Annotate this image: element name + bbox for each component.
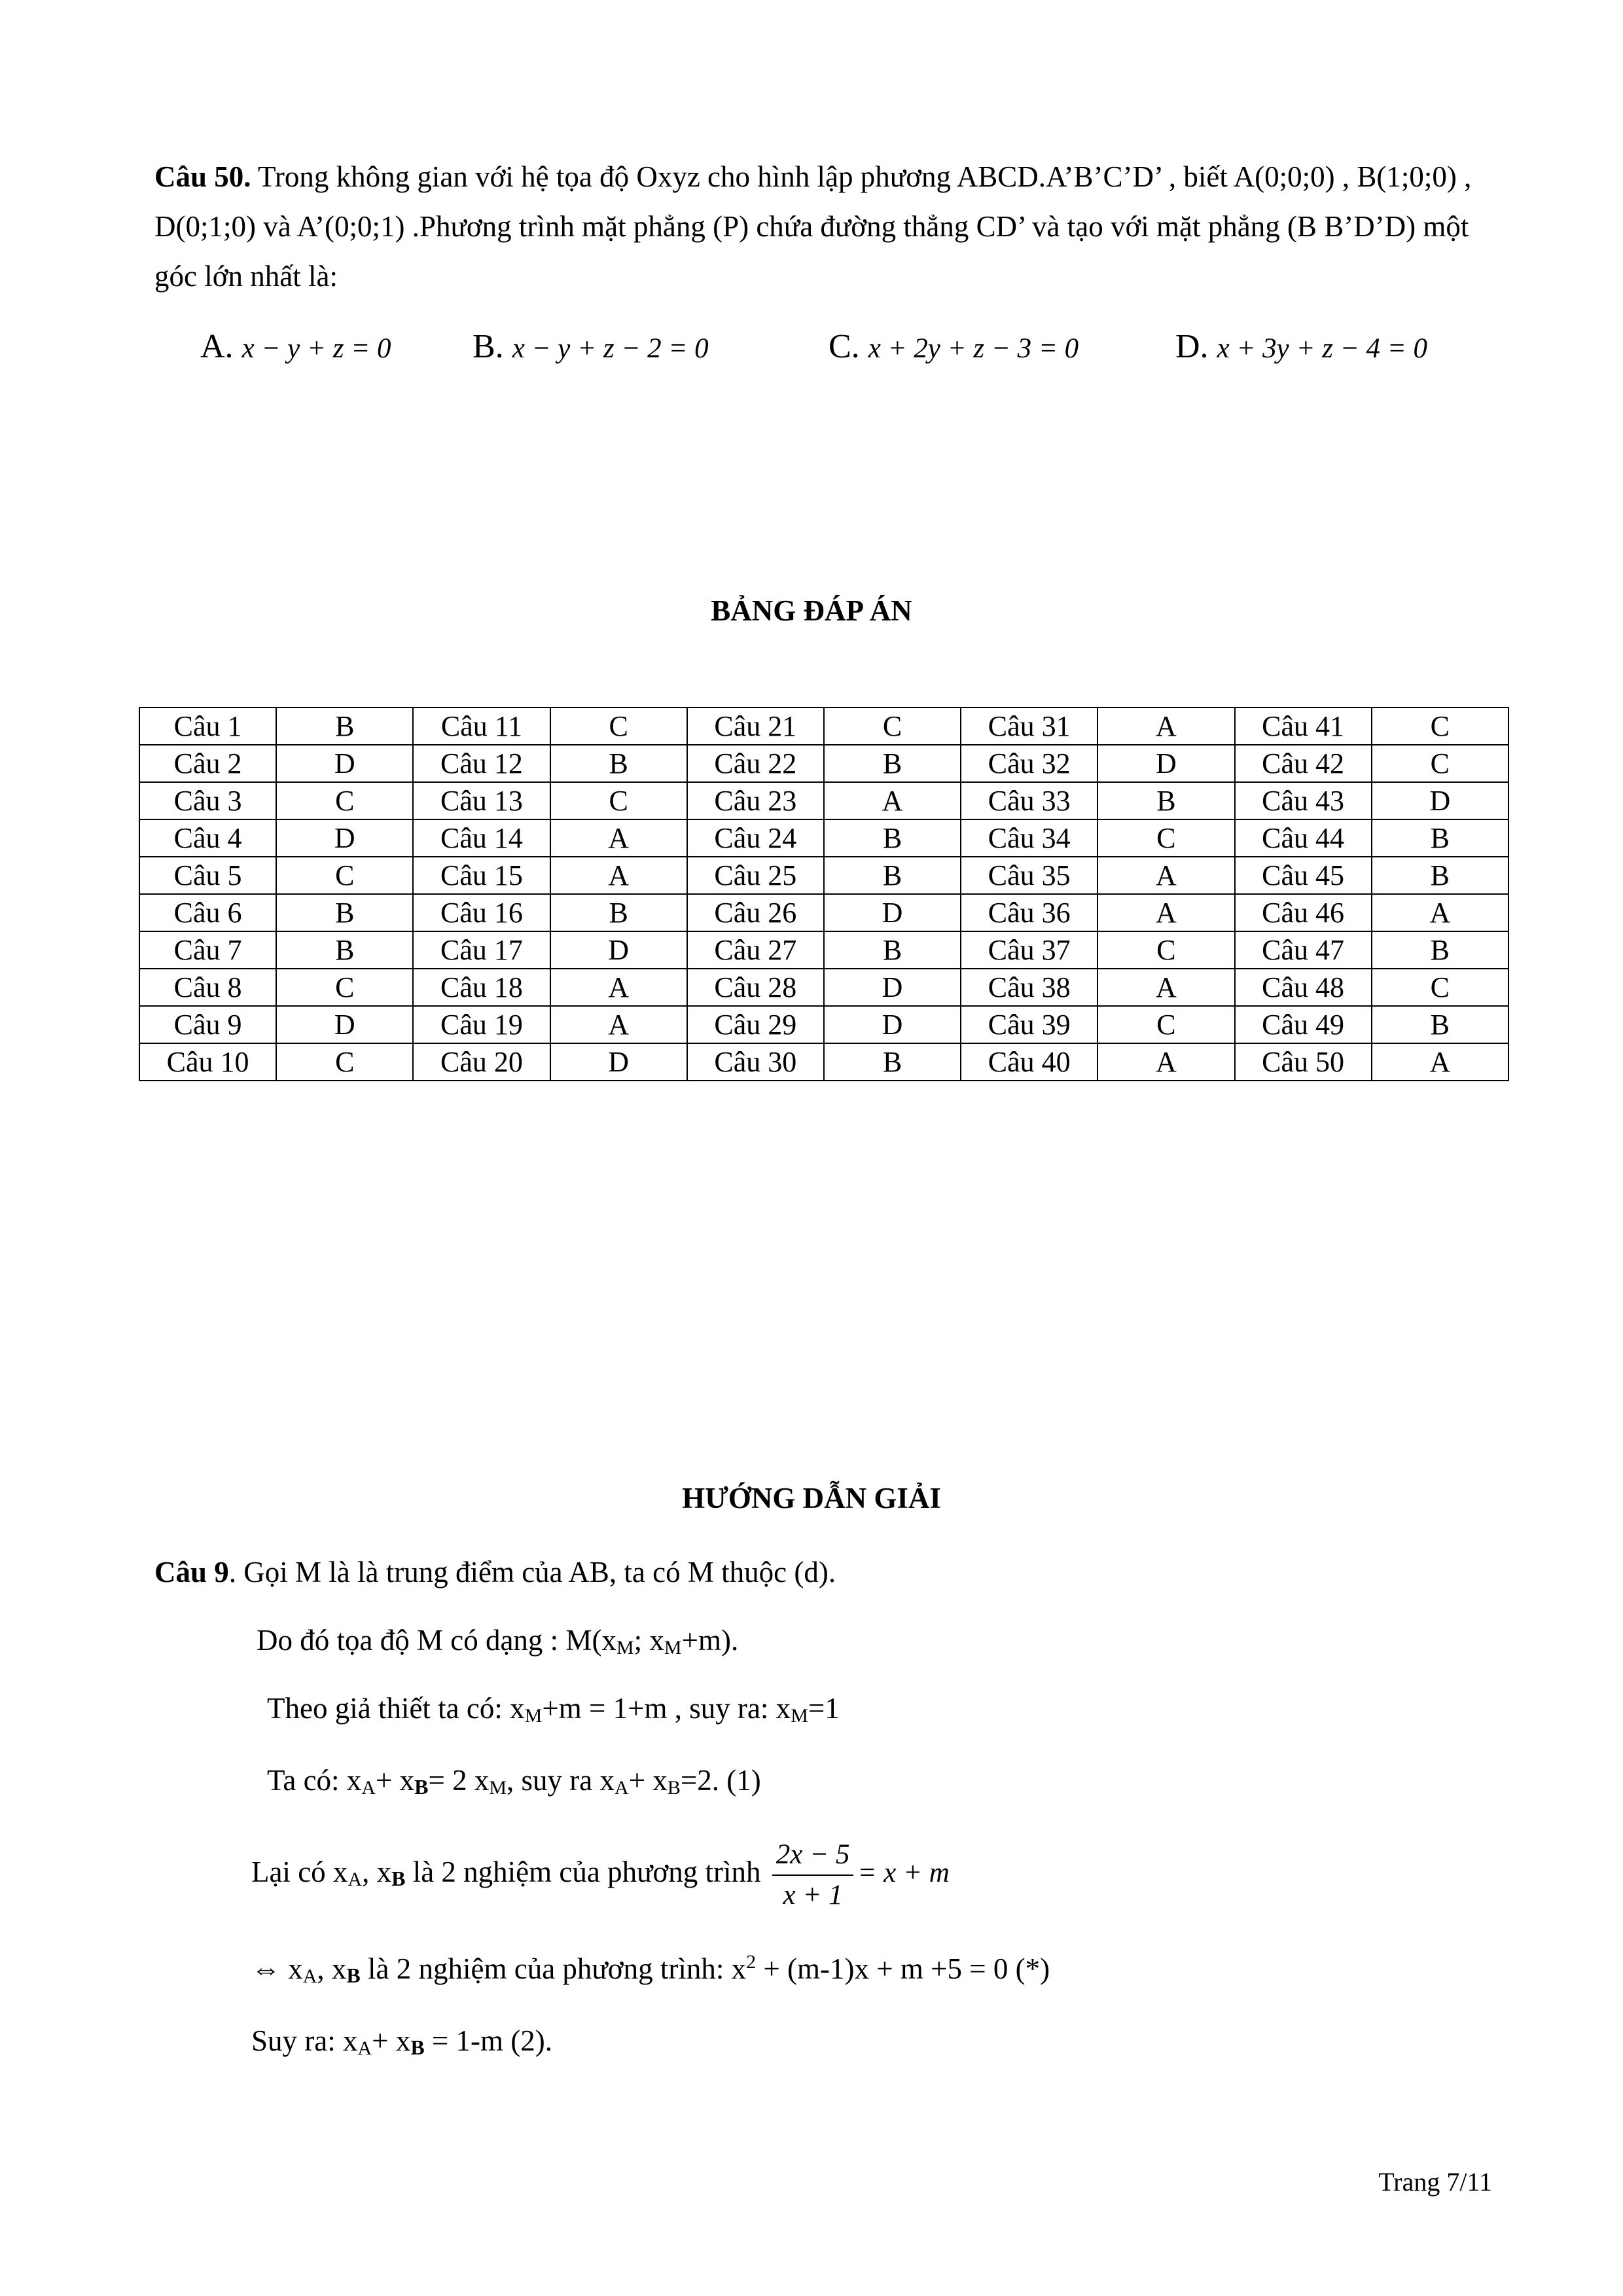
question-cell: Câu 38 — [961, 969, 1097, 1006]
line4-mid: là 2 nghiệm của phương trình — [405, 1856, 761, 1888]
plus: + — [375, 1764, 400, 1797]
question-cell: Câu 10 — [139, 1043, 276, 1081]
line5-text: x — [281, 1952, 303, 1985]
question-cell: Câu 24 — [687, 819, 824, 857]
line2-tail: =1 — [808, 1692, 840, 1725]
answer-cell: B — [1097, 782, 1234, 819]
question-cell: Câu 3 — [139, 782, 276, 819]
sub-m: M — [664, 1637, 682, 1659]
table-row — [139, 745, 1508, 782]
option-d[interactable] — [1175, 327, 1427, 366]
solution-line-4 — [251, 1836, 950, 1912]
table-row — [139, 969, 1508, 1006]
question-cell: Câu 35 — [961, 857, 1097, 894]
comma: , — [362, 1856, 377, 1888]
question-cell: Câu 19 — [413, 1006, 550, 1043]
answer-cell: B — [550, 745, 687, 782]
solution-line-3 — [267, 1761, 761, 1800]
answer-cell: A — [1372, 894, 1508, 931]
sub-a: A — [348, 1869, 363, 1890]
x-letter: x — [395, 2024, 411, 2057]
sub-a: A — [302, 1965, 317, 1987]
question-cell: Câu 13 — [413, 782, 550, 819]
option-d-expr: x + 3y + z − 4 = 0 — [1217, 333, 1428, 364]
line6-text: Suy ra: x — [251, 2024, 358, 2057]
solution-line-5 — [251, 1949, 1050, 1988]
question-cell: Câu 6 — [139, 894, 276, 931]
question-cell: Câu 34 — [961, 819, 1097, 857]
question-cell: Câu 27 — [687, 931, 824, 969]
sub-a: A — [615, 1777, 629, 1799]
question-50-text: Trong không gian với hệ tọa độ Oxyz cho hình lập phương ABCD.A’B’C’D’ , biết A(0;0;0) , B(1;0;0) , D(0;1;0) và A’(0;0;1) .Phương trình mặt phẳng (P) chứa đường thẳng CD’ và tạo với mặt phẳng (B B’D’D) một góc lớn nhất là: — [154, 160, 1472, 293]
answer-cell: D — [276, 819, 413, 857]
sub-m: M — [489, 1777, 507, 1799]
answer-cell: D — [824, 1006, 961, 1043]
answer-cell: B — [276, 931, 413, 969]
question-cell: Câu 36 — [961, 894, 1097, 931]
question-cell: Câu 48 — [1235, 969, 1372, 1006]
option-a-letter: A. — [200, 328, 234, 365]
answer-cell: D — [276, 745, 413, 782]
option-b[interactable] — [473, 327, 709, 366]
question-50-options — [0, 327, 1623, 380]
answer-cell: A — [824, 782, 961, 819]
x-letter: x — [649, 1624, 664, 1657]
line3-text: Ta có: x — [267, 1764, 362, 1797]
table-row — [139, 708, 1508, 745]
answer-cell: D — [550, 1043, 687, 1081]
answer-cell: C — [276, 782, 413, 819]
answer-cell: A — [550, 969, 687, 1006]
line2-mid: +m = 1+m , suy ra: x — [542, 1692, 791, 1725]
sup-2: 2 — [746, 1951, 757, 1973]
x-letter: x — [331, 1952, 347, 1985]
question-cell: Câu 43 — [1235, 782, 1372, 819]
answer-cell: C — [276, 857, 413, 894]
solution-title: HƯỚNG DẪN GIẢI — [682, 1482, 941, 1515]
answer-cell: C — [550, 708, 687, 745]
line5-tail: + (m-1)x + m +5 = 0 (*) — [756, 1952, 1050, 1985]
question-cell: Câu 28 — [687, 969, 824, 1006]
answer-cell: A — [550, 819, 687, 857]
solution-line-2 — [267, 1689, 840, 1728]
question-cell: Câu 14 — [413, 819, 550, 857]
question-cell: Câu 40 — [961, 1043, 1097, 1081]
fraction-numerator: 2x − 5 — [772, 1838, 854, 1876]
answer-cell: C — [276, 969, 413, 1006]
answer-cell: B — [1372, 1006, 1508, 1043]
option-b-letter: B. — [473, 328, 504, 365]
sub-a: A — [357, 2037, 372, 2059]
question-cell: Câu 15 — [413, 857, 550, 894]
page-number: Trang 7/11 — [1378, 2167, 1492, 2197]
x-letter: x — [652, 1764, 668, 1797]
answer-cell: B — [824, 819, 961, 857]
option-c-letter: C. — [829, 328, 860, 365]
question-cell: Câu 44 — [1235, 819, 1372, 857]
answer-cell: A — [1097, 969, 1234, 1006]
answer-cell: B — [550, 894, 687, 931]
equivalence-arrow: ⇔ — [251, 1952, 281, 1985]
question-cell: Câu 32 — [961, 745, 1097, 782]
question-cell: Câu 45 — [1235, 857, 1372, 894]
answer-cell: C — [1372, 745, 1508, 782]
answer-cell: A — [1097, 1043, 1234, 1081]
answer-table-title: BẢNG ĐÁP ÁN — [711, 594, 912, 627]
table-row — [139, 857, 1508, 894]
answer-cell: B — [824, 931, 961, 969]
question-cell: Câu 49 — [1235, 1006, 1372, 1043]
line1-tail: +m). — [681, 1624, 739, 1657]
x-letter: x — [399, 1764, 415, 1797]
line3-mid: = 2 x — [428, 1764, 490, 1797]
table-row — [139, 1043, 1508, 1081]
option-d-letter: D. — [1175, 328, 1209, 365]
answer-cell: C — [1372, 708, 1508, 745]
sub-b: B — [667, 1777, 681, 1799]
question-cell: Câu 22 — [687, 745, 824, 782]
answer-cell: A — [1097, 857, 1234, 894]
question-cell: Câu 42 — [1235, 745, 1372, 782]
answer-cell: B — [276, 708, 413, 745]
answer-cell: B — [1372, 819, 1508, 857]
line3-mid2: , suy ra x — [507, 1764, 615, 1797]
table-row — [139, 819, 1508, 857]
answer-cell: A — [1097, 894, 1234, 931]
option-a[interactable] — [200, 327, 391, 366]
question-50 — [154, 152, 1503, 301]
q9-intro: . Gọi M là là trung điểm của AB, ta có M thuộc (d). — [228, 1556, 836, 1588]
question-cell: Câu 7 — [139, 931, 276, 969]
answer-cell: B — [824, 857, 961, 894]
answer-cell: A — [550, 1006, 687, 1043]
line5-mid: là 2 nghiệm của phương trình: x — [360, 1952, 747, 1985]
sub-m: M — [791, 1705, 808, 1727]
answer-cell: A — [1097, 708, 1234, 745]
question-cell: Câu 5 — [139, 857, 276, 894]
line3-tail: =2. (1) — [680, 1764, 761, 1797]
question-cell: Câu 50 — [1235, 1043, 1372, 1081]
comma: , — [317, 1952, 332, 1985]
answer-cell: B — [1372, 857, 1508, 894]
answer-cell: D — [824, 894, 961, 931]
question-cell: Câu 11 — [413, 708, 550, 745]
question-cell: Câu 9 — [139, 1006, 276, 1043]
answer-cell: A — [1372, 1043, 1508, 1081]
solution-line-1 — [257, 1621, 738, 1660]
solution-line-6 — [251, 2021, 552, 2060]
table-row — [139, 782, 1508, 819]
question-cell: Câu 4 — [139, 819, 276, 857]
question-cell: Câu 47 — [1235, 931, 1372, 969]
sub-m: M — [616, 1637, 634, 1659]
fraction-denominator: x + 1 — [783, 1879, 843, 1910]
answer-cell: C — [1097, 819, 1234, 857]
question-cell: Câu 8 — [139, 969, 276, 1006]
answer-cell: A — [550, 857, 687, 894]
answer-cell: D — [276, 1006, 413, 1043]
plus: + — [628, 1764, 653, 1797]
answer-cell: B — [1372, 931, 1508, 969]
fraction-rhs: = x + m — [857, 1857, 950, 1888]
question-cell: Câu 46 — [1235, 894, 1372, 931]
answer-cell: D — [1372, 782, 1508, 819]
question-cell: Câu 39 — [961, 1006, 1097, 1043]
answer-cell: C — [1097, 1006, 1234, 1043]
question-cell: Câu 21 — [687, 708, 824, 745]
sub-b: B — [346, 1964, 361, 1987]
question-cell: Câu 18 — [413, 969, 550, 1006]
answer-cell: C — [276, 1043, 413, 1081]
answer-cell: D — [550, 931, 687, 969]
equation-fraction — [772, 1838, 854, 1912]
option-c[interactable] — [829, 327, 1079, 366]
answer-cell: C — [550, 782, 687, 819]
question-cell: Câu 41 — [1235, 708, 1372, 745]
question-cell: Câu 16 — [413, 894, 550, 931]
sub-b: B — [414, 1775, 429, 1799]
question-cell: Câu 30 — [687, 1043, 824, 1081]
semicolon: ; — [633, 1624, 650, 1657]
answer-cell: D — [1097, 745, 1234, 782]
question-cell: Câu 2 — [139, 745, 276, 782]
sub-b: B — [391, 1867, 406, 1890]
question-cell: Câu 23 — [687, 782, 824, 819]
question-cell: Câu 20 — [413, 1043, 550, 1081]
plus: + — [372, 2024, 396, 2057]
q9-intro-line — [154, 1552, 836, 1592]
question-cell: Câu 17 — [413, 931, 550, 969]
option-c-expr: x + 2y + z − 3 = 0 — [868, 333, 1079, 364]
table-row — [139, 894, 1508, 931]
answer-table — [139, 707, 1509, 1081]
answer-cell: C — [1372, 969, 1508, 1006]
question-cell: Câu 29 — [687, 1006, 824, 1043]
question-50-label: Câu 50. — [154, 160, 251, 193]
answer-cell: D — [824, 969, 961, 1006]
table-row — [139, 1006, 1508, 1043]
question-cell: Câu 1 — [139, 708, 276, 745]
line4-text: Lại có x — [251, 1856, 348, 1888]
table-row — [139, 931, 1508, 969]
q9-label: Câu 9 — [154, 1556, 229, 1588]
sub-b: B — [410, 2036, 425, 2059]
line6-tail: = 1-m (2). — [424, 2024, 552, 2057]
answer-cell: B — [824, 1043, 961, 1081]
answer-cell: C — [1097, 931, 1234, 969]
option-a-expr: x − y + z = 0 — [241, 333, 391, 364]
question-cell: Câu 33 — [961, 782, 1097, 819]
answer-cell: B — [276, 894, 413, 931]
sub-m: M — [524, 1705, 543, 1727]
answer-cell: C — [824, 708, 961, 745]
answer-cell: B — [824, 745, 961, 782]
x-letter: x — [376, 1856, 392, 1888]
question-cell: Câu 26 — [687, 894, 824, 931]
option-b-expr: x − y + z − 2 = 0 — [512, 333, 709, 364]
sub-a: A — [361, 1777, 376, 1799]
question-cell: Câu 25 — [687, 857, 824, 894]
question-cell: Câu 31 — [961, 708, 1097, 745]
line1-text: Do đó tọa độ M có dạng : M(x — [257, 1624, 616, 1657]
line2-text: Theo giả thiết ta có: x — [267, 1692, 525, 1725]
question-cell: Câu 37 — [961, 931, 1097, 969]
question-cell: Câu 12 — [413, 745, 550, 782]
